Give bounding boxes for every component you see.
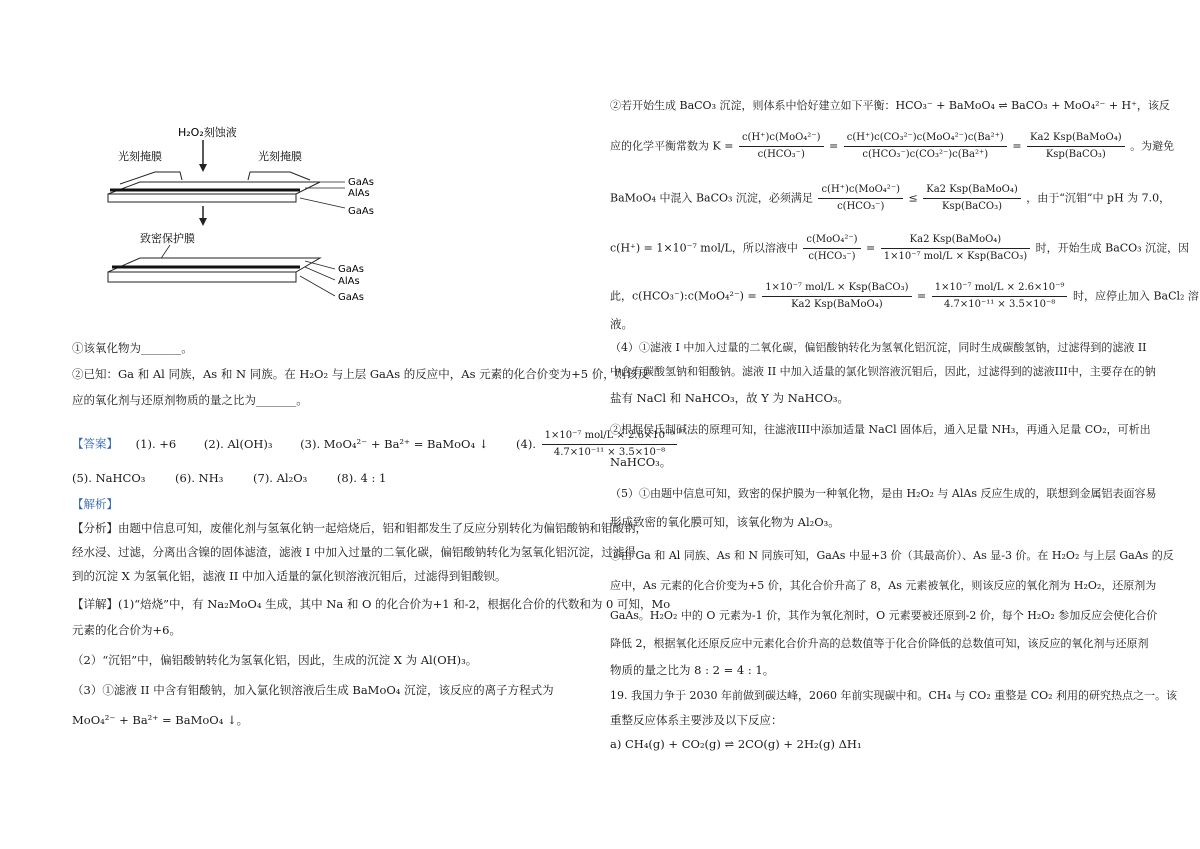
stop-frac-1 <box>762 280 911 313</box>
k-frac-1-den: c(HCO₃⁻) <box>757 149 805 160</box>
answer-6: (6). NH₃ <box>175 471 224 485</box>
ratio-frac-2-num: Ka2 Ksp(BaMoO₄) <box>881 232 1030 249</box>
etchant-arrowhead <box>199 164 207 172</box>
wafer-top <box>108 182 320 194</box>
stop-frac-2-den: 4.7×10⁻¹¹ × 3.5×10⁻⁸ <box>943 299 1056 310</box>
condition-frac-2 <box>923 182 1021 215</box>
answer-1: (1). +6 <box>135 436 177 451</box>
right-13: 形成致密的氧化膜可知，该氧化物为 Al₂O₃。 <box>610 515 840 529</box>
right-5: 此，c(HCO₃⁻):c(MoO₄²⁻) = $\frac{\text{1×10⁻⁷ mol/L × Ksp(BaCO₃)}}{\text{Ka2 Ksp(BaMoO₄)}}$ = $\frac{\text{1×10⁻⁷ mol/L × 2.6×10⁻⁹}}{\text{4.7×10⁻¹¹ × 3.5×10⁻⁸}}$ 时，应停止加入 BaCl₂ 溶 <box>610 280 1199 313</box>
k-frac-3 <box>1027 130 1125 163</box>
right-17: 降低 2，根据氧化还原反应中元素化合价升高的总数值等于化合价降低的总数值可知，该反应的氧化剂与还原剂 <box>610 637 1149 650</box>
condition-prefix: BaMoO₄ 中混入 BaCO₃ 沉淀，必须满足 <box>610 191 813 205</box>
stop-prefix: 此，c(HCO₃⁻):c(MoO₄²⁻) = <box>610 289 757 303</box>
wafer-bottom <box>108 258 320 272</box>
k-frac-2 <box>844 130 1007 163</box>
analysis-1b: 经水浸、过滤，分离出含镍的固体滤渣，滤液 I 中加入过量的二氧化碳，偏铝酸钠转化为氢氧化铝沉淀，过滤得 <box>72 545 636 559</box>
k-frac-2-den: c(HCO₃⁻)c(CO₃²⁻)c(Ba²⁺) <box>862 149 989 160</box>
layer-top-1: GaAs <box>348 177 374 188</box>
question-2b: 应的氧化剂与还原剂物质的量之比为_______。 <box>72 393 308 407</box>
right-10: ②根据侯氏制碱法的原理可知，往滤液III中添加适量 NaCl 固体后，通入足量 NH₃，再通入足量 CO₂，可析出 <box>610 423 1151 436</box>
protect-film-label: 致密保护膜 <box>140 232 195 245</box>
wafer-bottom-base <box>108 272 296 282</box>
condition-suffix: ，由于“沉钼”中 pH 为 7.0， <box>1026 191 1171 205</box>
ratio-frac-2 <box>881 232 1030 265</box>
analysis-tag: 【解析】 <box>72 497 118 511</box>
right-7: （4）①滤液 I 中加入过量的二氧化碳，偏铝酸钠转化为氢氧化铝沉淀，同时生成碳酸氢钠，过滤得到的滤液 II <box>610 341 1147 354</box>
k-expression-suffix: 。为避免 <box>1130 139 1175 153</box>
detail-3: （3）①滤液 II 中含有钼酸钠，加入氯化钡溶液后生成 BaMoO₄ 沉淀，该反应的离子方程式为 <box>72 683 554 697</box>
answer-7: (7). Al₂O₃ <box>253 471 308 485</box>
layer-top-3: GaAs <box>348 206 374 217</box>
right-11: NaHCO₃。 <box>610 455 672 469</box>
stop-frac-1-num: 1×10⁻⁷ mol/L × Ksp(BaCO₃) <box>762 280 911 297</box>
wafer-top-base <box>108 194 296 202</box>
mask-right-label: 光刻掩膜 <box>258 150 302 163</box>
right-14: ②由 Ga 和 Al 同族、As 和 N 同族可知，GaAs 中显+3 价（其最高价）、As 显-3 价。在 H₂O₂ 与上层 GaAs 的反 <box>610 549 1174 562</box>
right-18: 物质的量之比为 8 : 2 = 4 : 1。 <box>610 663 775 677</box>
detail-3-equation: MoO₄²⁻ + Ba²⁺ = BaMoO₄ ↓。 <box>72 713 249 727</box>
answer-5: (5). NaHCO₃ <box>72 471 146 485</box>
analysis-1a: 【分析】由题中信息可知，废催化剂与氢氧化钠一起焙烧后，铝和钼都发生了反应分别转化为偏铝酸钠和钼酸钠， <box>72 521 647 535</box>
ratio-frac-1-num: c(MoO₄²⁻) <box>803 232 860 249</box>
question-2a: ②已知：Ga 和 Al 同族，As 和 N 同族。在 H₂O₂ 与上层 GaAs 的反应中，As 元素的化合价变为+5 价，则该反 <box>72 367 650 381</box>
k-frac-2-num: c(H⁺)c(CO₃²⁻)c(MoO₄²⁻)c(Ba²⁺) <box>844 130 1007 147</box>
etchant-label: H₂O₂刻蚀液 <box>178 126 237 139</box>
right-12: （5）①由题中信息可知，致密的保护膜为一种氧化物，是由 H₂O₂ 与 AlAs 反应生成的，联想到金属铝表面容易 <box>610 487 1157 500</box>
condition-frac-1 <box>818 182 903 215</box>
etching-diagram <box>100 124 400 304</box>
answer-line-1 <box>72 428 679 461</box>
right-9: 盐有 NaCl 和 NaHCO₃，故 Y 为 NaHCO₃。 <box>610 391 849 405</box>
layer-top-2: AlAs <box>348 188 370 199</box>
right-6: 液。 <box>610 317 633 331</box>
k-frac-1 <box>739 130 824 163</box>
k-frac-3-den: Ksp(BaCO₃) <box>1045 149 1106 160</box>
ratio-frac-1-den: c(HCO₃⁻) <box>808 251 856 262</box>
ratio-prefix: c(H⁺) = 1×10⁻⁷ mol/L，所以溶液中 <box>610 241 798 255</box>
condition-frac-2-num: Ka2 Ksp(BaMoO₄) <box>923 182 1021 199</box>
answer-3: (3). MoO₄²⁻ + Ba²⁺ = BaMoO₄ ↓ <box>300 436 489 451</box>
answer-line-2 <box>72 470 386 486</box>
right-1: ②若开始生成 BaCO₃ 沉淀，则体系中恰好建立如下平衡：HCO₃⁻ + BaMoO₄ ⇌ BaCO₃ + MoO₄²⁻ + H⁺，该反 <box>610 99 1170 112</box>
detail-2: （2）“沉铝”中，偏铝酸钠转化为氢氧化铝，因此，生成的沉淀 X 为 Al(OH)₃。 <box>72 653 478 667</box>
layer-bottom-1: GaAs <box>338 264 364 275</box>
k-expression-prefix: 应的化学平衡常数为 K = <box>610 139 734 153</box>
detail-1a: 【详解】(1)“焙烧”中，有 Na₂MoO₄ 生成，其中 Na 和 O 的化合价为+1 和-2，根据化合价的代数和为 0 可知，Mo <box>72 597 671 611</box>
right-8: 中含有碳酸氢钠和钼酸钠。滤液 II 中加入适量的氯化钡溶液沉钼后，因此，过滤得到的滤液III中，主要存在的钠 <box>610 365 1156 378</box>
condition-frac-2-den: Ksp(BaCO₃) <box>942 201 1002 212</box>
right-15: 应中，As 元素的化合价变为+5 价，其化合价升高了 8，As 元素被氧化，则该反应的氧化剂为 H₂O₂，还原剂为 <box>610 579 1157 592</box>
right-3: BaMoO₄ 中混入 BaCO₃ 沉淀，必须满足 $\frac{\text{c(H⁺)c(MoO₄²⁻)}}{\text{c(HCO₃⁻)}}$ ≤ $\frac{\text{Ka2 Ksp(BaMoO₄)}}{\text{Ksp(BaCO₃)}}$ ，由于“沉钼”中 pH 为 7.0， <box>610 182 1170 215</box>
answer-2: (2). Al(OH)₃ <box>203 436 273 451</box>
right-4: c(H⁺) = 1×10⁻⁷ mol/L，所以溶液中 $\frac{\text{c(MoO₄²⁻)}}{\text{c(HCO₃⁻)}}$ = $\frac{\text{Ka2 Ksp(BaMoO₄)}}{\text{1×10⁻⁷ mol/L × Ksp(BaCO₃)}}$ 时，开始生成 BaCO₃ 沉淀，因 <box>610 232 1189 265</box>
question-1: ①该氧化物为_______。 <box>72 341 193 355</box>
condition-frac-1-den: c(HCO₃⁻) <box>837 201 885 212</box>
detail-1b: 元素的化合价为+6。 <box>72 623 181 637</box>
answer-4-denominator: 4.7×10⁻¹¹ × 3.5×10⁻⁸ <box>553 447 666 458</box>
process-arrowhead <box>199 218 207 226</box>
layer-bottom-2: AlAs <box>338 276 360 287</box>
right-16: GaAs。H₂O₂ 中的 O 元素为-1 价，其作为氧化剂时，O 元素要被还原到-2 价，每个 H₂O₂ 参加反应会使化合价 <box>610 609 1158 622</box>
answer-tag: 【答案】 <box>72 436 118 451</box>
answer-8: (8). 4 : 1 <box>336 471 387 485</box>
answer-4-label: (4). <box>516 436 536 451</box>
ratio-frac-2-den: 1×10⁻⁷ mol/L × Ksp(BaCO₃) <box>883 251 1028 262</box>
stop-frac-1-den: Ka2 Ksp(BaMoO₄) <box>791 299 883 310</box>
ratio-suffix: 时，开始生成 BaCO₃ 沉淀，因 <box>1035 241 1190 255</box>
k-frac-1-num: c(H⁺)c(MoO₄²⁻) <box>739 130 824 147</box>
mask-left-label: 光刻掩膜 <box>118 150 162 163</box>
mask-right <box>248 172 310 180</box>
stop-frac-2 <box>932 280 1068 313</box>
ratio-frac-1 <box>803 232 860 265</box>
stop-suffix: 时，应停止加入 BaCl₂ 溶 <box>1072 289 1199 303</box>
right-2: 应的化学平衡常数为 K = $\frac{\text{c(H⁺)c(MoO₄²⁻)}}{\text{c(HCO₃⁻)}}$ = $\frac{\text{c(H⁺)c(CO₃²⁻)c(MoO₄²⁻)c(Ba²⁺)}}{\text{c(HCO₃⁻)c(CO₃²⁻)c(Ba²⁺)}}$ = $\frac{\text{Ka2 Ksp(BaMoO₄)}}{\text{Ksp(BaCO₃)}}$ 。为避免 <box>610 130 1174 163</box>
k-frac-3-num: Ka2 Ksp(BaMoO₄) <box>1027 130 1125 147</box>
layer-bottom-3: GaAs <box>338 292 364 303</box>
condition-frac-1-num: c(H⁺)c(MoO₄²⁻) <box>818 182 903 199</box>
question-19: 19. 我国力争于 2030 年前做到碳达峰，2060 年前实现碳中和。CH₄ 与 CO₂ 重整是 CO₂ 利用的研究热点之一。该 <box>610 689 1178 702</box>
reaction-a: a) CH₄(g) + CO₂(g) ⇌ 2CO(g) + 2H₂(g) ΔH₁ <box>610 737 862 751</box>
analysis-1c: 到的沉淀 X 为氢氧化铝，滤液 II 中加入适量的氯化钡溶液沉钼后，过滤得到钼酸钡。 <box>72 569 507 583</box>
answer-4-numerator: 1×10⁻⁷ mol/L × 2.6×10⁻⁹ <box>542 428 678 445</box>
stop-frac-2-num: 1×10⁻⁷ mol/L × 2.6×10⁻⁹ <box>932 280 1068 297</box>
question-19b: 重整反应体系主要涉及以下反应： <box>610 713 783 727</box>
